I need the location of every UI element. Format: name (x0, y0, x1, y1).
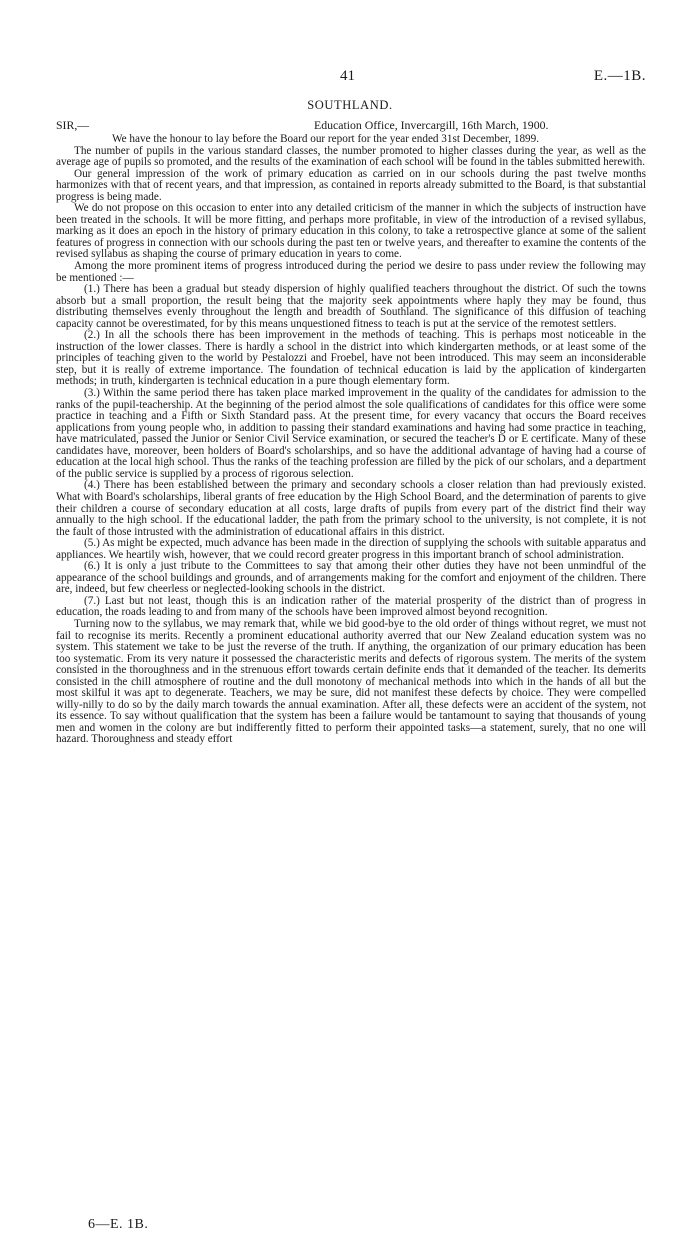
paragraph: Turning now to the syllabus, we may remark that, while we bid good-bye to the old order of things without regret, we must not fail to recognise its merits. Recently a prominent educational authority averred that our New Zealand education system was no system. This statement we take to be just the reverse of the truth. If anything, the organization of our primary education has been too systematic. From its very nature it possessed the characteristic merits and defects of rigorous system. The merits of the system consisted in the thoroughness and in the strenuous effort towards certain definite ends that it demanded of the teacher. Its demerits consisted in the chill atmosphere of routine and the dull monotony of mechanical methods into which in the hands of all but the most skilful it was apt to degenerate. Teachers, we may be sure, did not manifest these defects by choice. They were compelled willy-nilly to do so by the daily march towards the annual examination. After all, these defects were an accident of the system, not its essence. To say without qualification that the system has been a failure would be tantamount to saying that thousands of young men and women in the colony are but indifferently fitted to perform their appointed tasks—a statement, surely, that no one will hazard. Thoroughness and steady effort (56, 617, 646, 746)
report-body (56, 134, 646, 746)
page-number: 41 (340, 68, 355, 84)
numbered-item: (3.) Within the same period there has taken place marked improvement in the quality of the candidates for admission to the ranks of the pupil-teachership. At the beginning of the period almost the sole qualifications of candidates for this office were some practice in teaching and a Fifth or Sixth Standard pass. At the present time, for every vacancy that occurs the Board receives applications from young people who, in addition to passing their standard examinations and having had some practice in teaching, have matriculated, passed the Junior or Senior Civil Service examination, or secured the teacher's D or E certificate. Many of these candidates have, moreover, been holders of Board's scholarships, and so have the additional advantage of having had a course of education at the local high school. Thus the ranks of the teaching profession are filled by the pick of our scholars, and a department of the public service is supplied by a process of rigorous selection. (56, 387, 646, 480)
numbered-item: (7.) Last but not least, though this is an indication rather of the material prosperity of the district than of progress in education, the roads leading to and from many of the schools have been improved almost beyond recognition. (56, 594, 646, 619)
numbered-item: (2.) In all the schools there has been improvement in the methods of teaching. This is perhaps most noticeable in the instruction of the lower classes. There is hardly a school in the district into which kindergarten methods, or at least some of the principles of teaching given to the world by Pestalozzi and Froebel, have not been introduced. This may seem an inconsiderable step, but it is really of extreme importance. The foundation of technical education is laid by the application of kindergarten methods; in truth, kindergarten is technical education in a pure though elementary form. (56, 329, 646, 388)
salutation: SIR,— (56, 118, 90, 132)
paragraph: We have the honour to lay before the Board our report for the year ended 31st December, 1899. (112, 133, 540, 145)
numbered-item: (4.) There has been established between the primary and secondary schools a closer relation than had previously existed. What with Board's scholarships, liberal grants of free education by the High School Board, and the determination of parents to give their children a course of secondary education at all costs, large drafts of pupils from every part of the district find their way annually to the high school. If the educational ladder, the path from the primary school to the university, is not complete, it is not the fault of those intrusted with the administration of educational affairs in this district. (56, 479, 646, 538)
numbered-item: (6.) It is only a just tribute to the Committees to say that among their other duties they have not been unmindful of the appearance of the school buildings and grounds, and of arrangements making for the comfort and enjoyment of the children. There are, indeed, but few cheerless or neglected-looking schools in the district. (56, 560, 646, 596)
paragraph: Among the more prominent items of progress introduced during the period we desire to pass under review the following may be mentioned :— (56, 260, 646, 284)
paragraph: Our general impression of the work of primary education as carried on in our schools during the past twelve months harmonizes with that of recent years, and that impression, as contained in reports already submitted to the Board, is that substantial progress is being made. (56, 167, 646, 203)
section-title: SOUTHLAND. (307, 98, 393, 112)
document-reference: E.—1B. (593, 68, 646, 84)
paragraph: We do not propose on this occasion to enter into any detailed criticism of the manner in which the subjects of instruction have been treated in the schools. It will be more fitting, and perhaps more profitable, in view of the introduction of a revised syllabus, marking as it does an epoch in the history of primary education in this colony, to take a retrospective glance at some of the salient features of progress in connection with our schools during the past ten or twelve years, and thereafter to examine the contents of the revised syllabus as shaping the course of primary education in years to come. (56, 202, 646, 261)
numbered-item: (5.) As might be expected, much advance has been made in the direction of supplying the schools with suitable apparatus and appliances. We heartily wish, however, that we could record greater progress in this important branch of school administration. (56, 537, 646, 561)
numbered-item: (1.) There has been a gradual but steady dispersion of highly qualified teachers throughout the district. Of such the towns absorb but a small proportion, the result being that the majority seek appointments where haply they may be found, thus distributing themselves evenly throughout the length and breadth of Southland. The significance of this diffusion of teaching capacity cannot be overestimated, for by this means unquestioned fitness to teach is put at the service of the remotest settlers. (56, 283, 646, 330)
dateline: Education Office, Invercargill, 16th March, 1900. (314, 118, 549, 132)
paragraph: The number of pupils in the various standard classes, the number promoted to higher classes during the year, as well as the average age of pupils so promoted, and the results of the examination of each school will be found in the tables submitted herewith. (56, 144, 646, 169)
signature-mark: 6—E. 1B. (88, 1217, 149, 1232)
